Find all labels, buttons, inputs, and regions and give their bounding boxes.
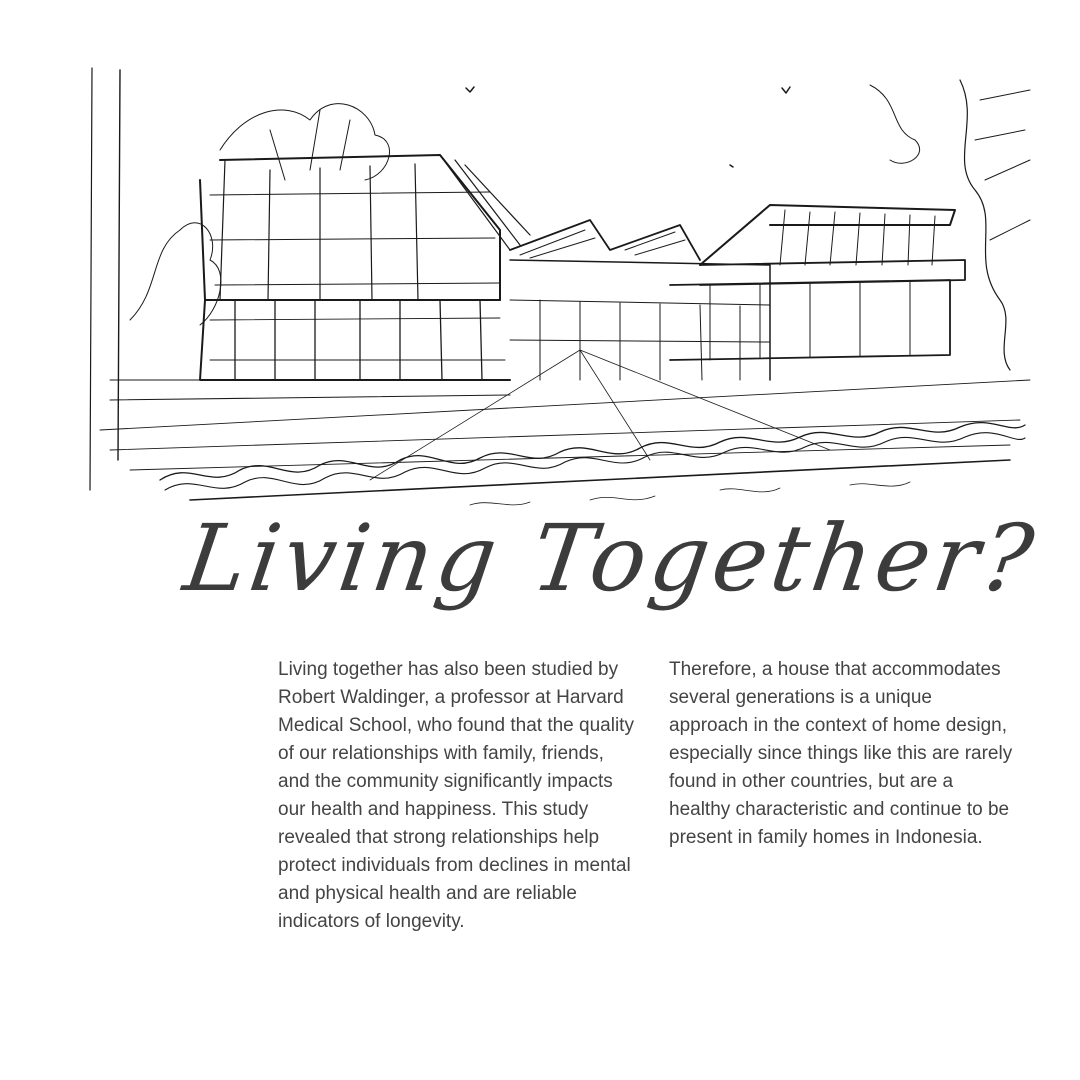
body-text-left: Living together has also been studied by Robert Waldinger, a professor at Harvard Medical School, who found that the quality of our relationships with family, friends, and the community significantly impacts our health and happiness. This study revealed that strong relationships help protect individuals from declines in mental and physical health and are reliable indicators of longevity. [278, 659, 634, 932]
page-title: Living Together? [178, 505, 1044, 612]
body-text-right: Therefore, a house that accommodates several generations is a unique approach in the context of home design, especially since things like this are rarely found in other countries, but are a healthy characteristic and continue to be present in family homes in Indonesia. [669, 659, 1013, 848]
house-sketch-icon [70, 60, 1035, 515]
